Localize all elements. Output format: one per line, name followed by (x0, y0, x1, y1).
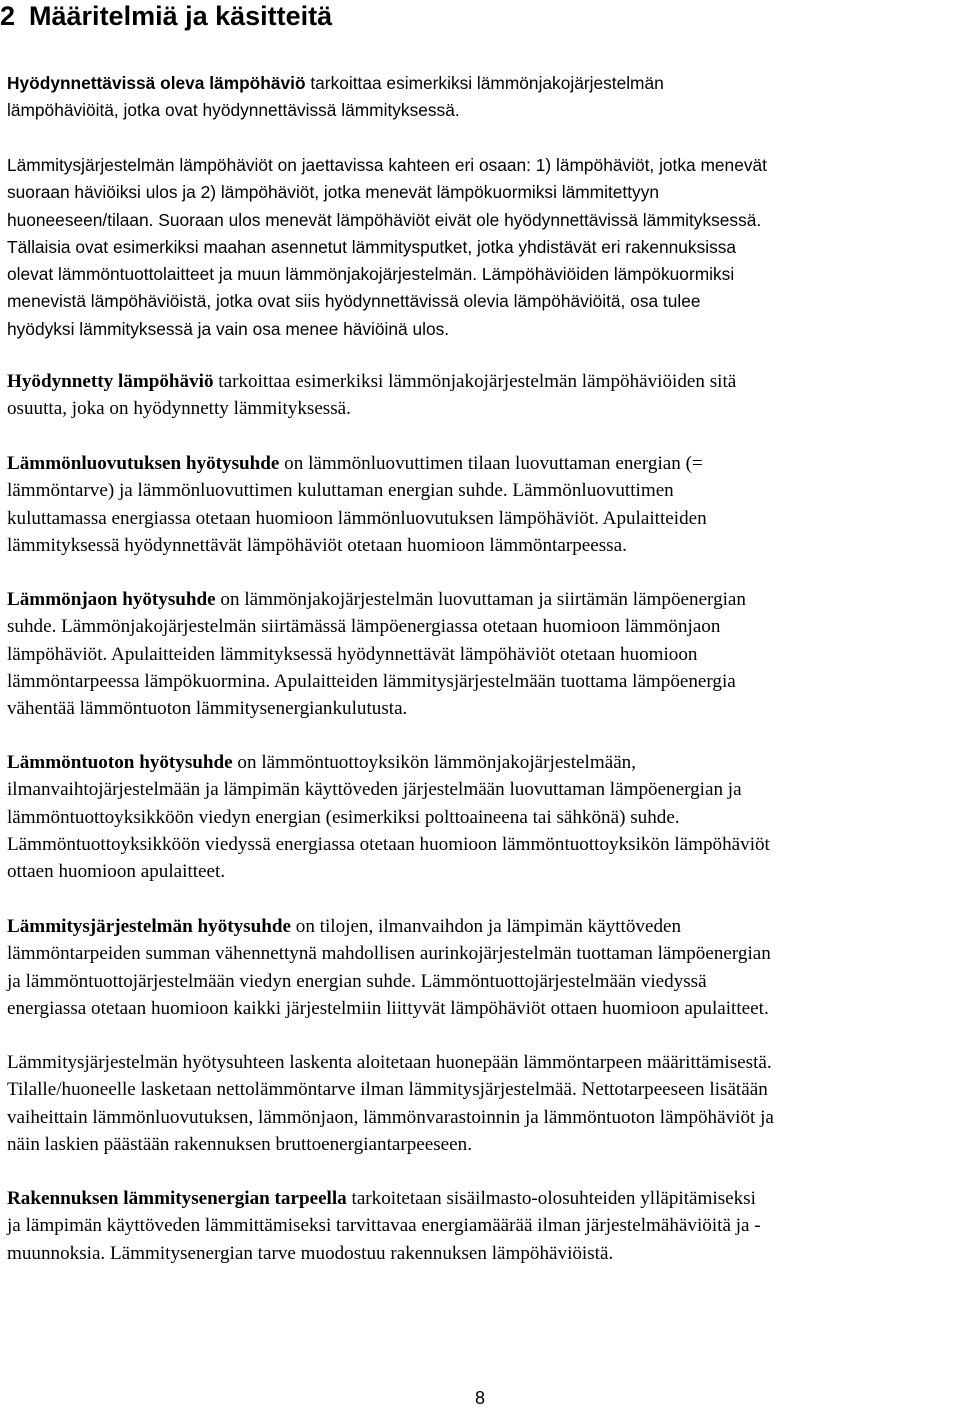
section-title: Määritelmiä ja käsitteitä (29, 1, 333, 31)
term-utilized-heat-loss: Hyödynnetty lämpöhäviö (7, 371, 214, 392)
paragraph-efficiency-calculation: Lämmitysjärjestelmän hyötysuhteen laskenta aloitetaan huonepään lämmöntarpeen määrittämisestä. Tilalle/huoneelle lasketaan nettolämmöntarve ilman lämmitysjärjestelmää. Nettotarpeeseen lisätään vaiheittain lämmönluovutuksen, lämmönjaon, lämmönvarastoinnin ja lämmöntuoton lämpöhäviöt ja näin laskien päästään rakennuksen bruttoenergiantarpeeseen. (7, 1052, 774, 1155)
term-distribution-efficiency: Lämmönjaon hyötysuhde (7, 589, 216, 610)
paragraph-usable-heat-loss: Hyödynnettävissä oleva lämpöhäviö tarkoittaa esimerkiksi lämmönjakojärjestelmän lämpöhäviöitä, jotka ovat hyödynnettävissä lämmityksessä. (7, 73, 664, 121)
paragraph-heat-loss-division: Lämmitysjärjestelmän lämpöhäviöt on jaettavissa kahteen eri osaan: 1) lämpöhäviöt, jotka menevät suoraan häviöiksi ulos ja 2) lämpöhäviöt, jotka menevät lämpökuormiksi lämmitettyyn huoneeseen/tilaan. Suoraan ulos menevät lämpöhäviöt eivät ole hyödynnettävissä lämmityksessä. Tällaisia ovat esimerkiksi maahan asennetut lämmitysputket, jotka yhdistävät eri rakennuksissa olevat lämmöntuottolaitteet ja muun lämmönjakojärjestelmän. Lämpöhäviöiden lämpökuormiksi menevistä lämpöhäviöistä, jotka ovat siis hyödynnettävissä olevia lämpöhäviöitä, osa tulee hyödyksi lämmityksessä ja vain osa menee häviöinä ulos. (7, 155, 767, 339)
paragraph-utilized-heat-loss: Hyödynnetty lämpöhäviö tarkoittaa esimerkiksi lämmönjakojärjestelmän lämpöhäviöiden sitä osuutta, joka on hyödynnetty lämmityksessä. (7, 371, 737, 420)
term-system-efficiency: Lämmitysjärjestelmän hyötysuhde (7, 916, 291, 937)
term-generation-efficiency: Lämmöntuoton hyötysuhde (7, 752, 233, 773)
section-number: 2 (0, 1, 16, 31)
paragraph-distribution-efficiency: Lämmönjaon hyötysuhde on lämmönjakojärjestelmän luovuttaman ja siirtämän lämpöenergian suhde. Lämmönjakojärjestelmän siirtämässä lämpöenergiassa otetaan huomioon lämmönjaon lämpöhäviöt. Apulaitteiden lämmityksessä hyödynnettävät lämpöhäviöt otetaan huomioon lämmöntarpeessa lämpökuormina. Apulaitteiden lämmitysjärjestelmään tuottama lämpöenergia vähentää lämmöntuoton lämmitysenergiankulutusta. (7, 589, 746, 720)
paragraph-generation-efficiency: Lämmöntuoton hyötysuhde on lämmöntuottoyksikön lämmönjakojärjestelmään, ilmanvaihtojärjestelmään ja lämpimän käyttöveden järjestelmään luovuttaman lämpöenergian ja lämmöntuottoyksikköön viedyn energian (esimerkiksi polttoaineena tai sähkönä) suhde. Lämmöntuottoyksikköön viedyssä energiassa otetaan huomioon lämmöntuottoyksikön lämpöhäviöt ottaen huomioon apulaitteet. (7, 752, 770, 883)
paragraph-system-efficiency: Lämmitysjärjestelmän hyötysuhde on tilojen, ilmanvaihdon ja lämpimän käyttöveden lämmöntarpeiden summan vähennettynä mahdollisen aurinkojärjestelmän tuottaman lämpöenergian ja lämmöntuottojärjestelmään viedyn energian suhde. Lämmöntuottojärjestelmään viedyssä energiassa otetaan huomioon kaikki järjestelmiin liittyvät lämpöhäviöt ottaen huomioon apulaitteet. (7, 916, 771, 1019)
term-heating-energy-demand: Rakennuksen lämmitysenergian tarpeella (7, 1188, 347, 1209)
paragraph-heating-energy-demand: Rakennuksen lämmitysenergian tarpeella tarkoitetaan sisäilmasto-olosuhteiden ylläpitämiseksi ja lämpimän käyttöveden lämmittämiseksi tarvittavaa energiamäärää ilman järjestelmähäviöitä ja - muunnoksia. Lämmitysenergian tarve muodostuu rakennuksen lämpöhäviöistä. (7, 1188, 761, 1264)
paragraph-emission-efficiency: Lämmönluovutuksen hyötysuhde on lämmönluovuttimen tilaan luovuttaman energian (= lämmöntarve) ja lämmönluovuttimen kuluttaman energian suhde. Lämmönluovuttimen kuluttamassa energiassa otetaan huomioon lämmönluovutuksen lämpöhäviöt. Apulaitteiden lämmityksessä hyödynnettävät lämpöhäviöt otetaan huomioon lämmöntarpeessa. (7, 453, 707, 556)
page-number: 8 (474, 1388, 485, 1408)
section-heading (0, 0, 332, 32)
term-emission-efficiency: Lämmönluovutuksen hyötysuhde (7, 453, 280, 474)
term-usable-heat-loss: Hyödynnettävissä oleva lämpöhäviö (7, 73, 306, 93)
